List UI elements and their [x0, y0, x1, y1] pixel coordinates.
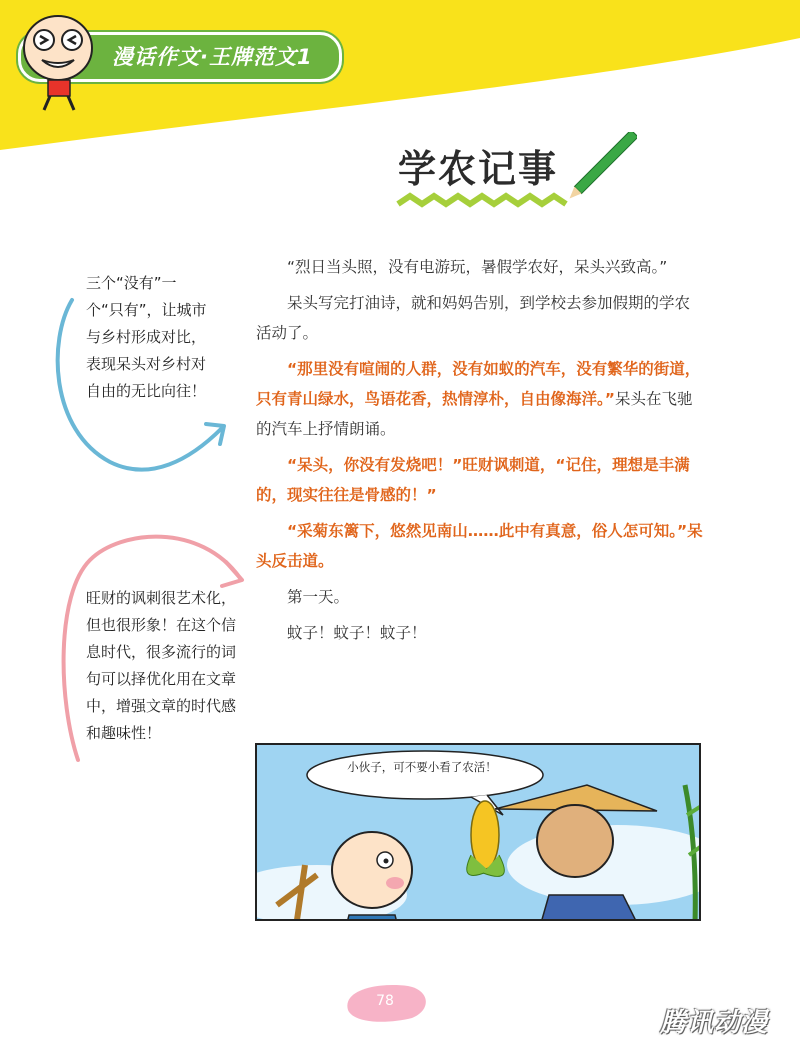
paragraph — [256, 288, 704, 348]
highlighted-text: “那里没有喧闹的人群，没有如蚁的汽车，没有繁华的街道，只有青山绿水，鸟语花香，热情淳朴，自由像海洋。” — [256, 360, 701, 408]
paragraph-text: 第一天。 — [287, 588, 350, 606]
paragraph — [256, 450, 704, 510]
speech-bubble-text: 小伙子，可不要小看了农活！ — [347, 760, 497, 774]
paragraph-text: “烈日当头照，没有电游玩，暑假学农好，呆头兴致高。” — [287, 258, 668, 276]
paragraph — [256, 252, 704, 282]
highlighted-text: “采菊东篱下，悠然见南山……此中有真意，俗人怎可知。”呆头反击道。 — [256, 522, 703, 570]
comic-panel — [255, 743, 701, 921]
highlighted-text: “呆头，你没有发烧吧！”旺财讽刺道，“记住，理想是丰满的，现实往往是骨感的！” — [256, 456, 690, 504]
page-number: 78 — [376, 993, 394, 1009]
paragraph — [256, 354, 704, 444]
paragraph-text: 蚊子！蚊子！蚊子！ — [287, 624, 427, 642]
paragraph-text: 呆头写完打油诗，就和妈妈告别，到学校去参加假期的学农活动了。 — [256, 294, 691, 342]
watermark: 腾讯动漫 — [660, 1008, 769, 1038]
mascot-icon — [14, 8, 106, 112]
series-title: 漫话作文·王牌范文1 — [112, 45, 313, 69]
side-note-2: 旺财的讽刺很艺术化，但也很形象！在这个信息时代，很多流行的词句可以择优化用在文章中，增强文章的时代感和趣味性！ — [86, 589, 237, 742]
paragraph-text: 呆头在飞驰的汽车上抒情朗诵。 — [256, 390, 693, 438]
paragraph — [256, 582, 704, 612]
article-title: 学农记事 — [398, 147, 559, 191]
article-body — [256, 252, 704, 654]
paragraph — [256, 618, 704, 648]
paragraph — [256, 516, 704, 576]
side-note-1: 三个“没有”一个“只有”，让城市与乡村形成对比，表现呆头对乡村对自由的无比向往！ — [86, 274, 207, 400]
